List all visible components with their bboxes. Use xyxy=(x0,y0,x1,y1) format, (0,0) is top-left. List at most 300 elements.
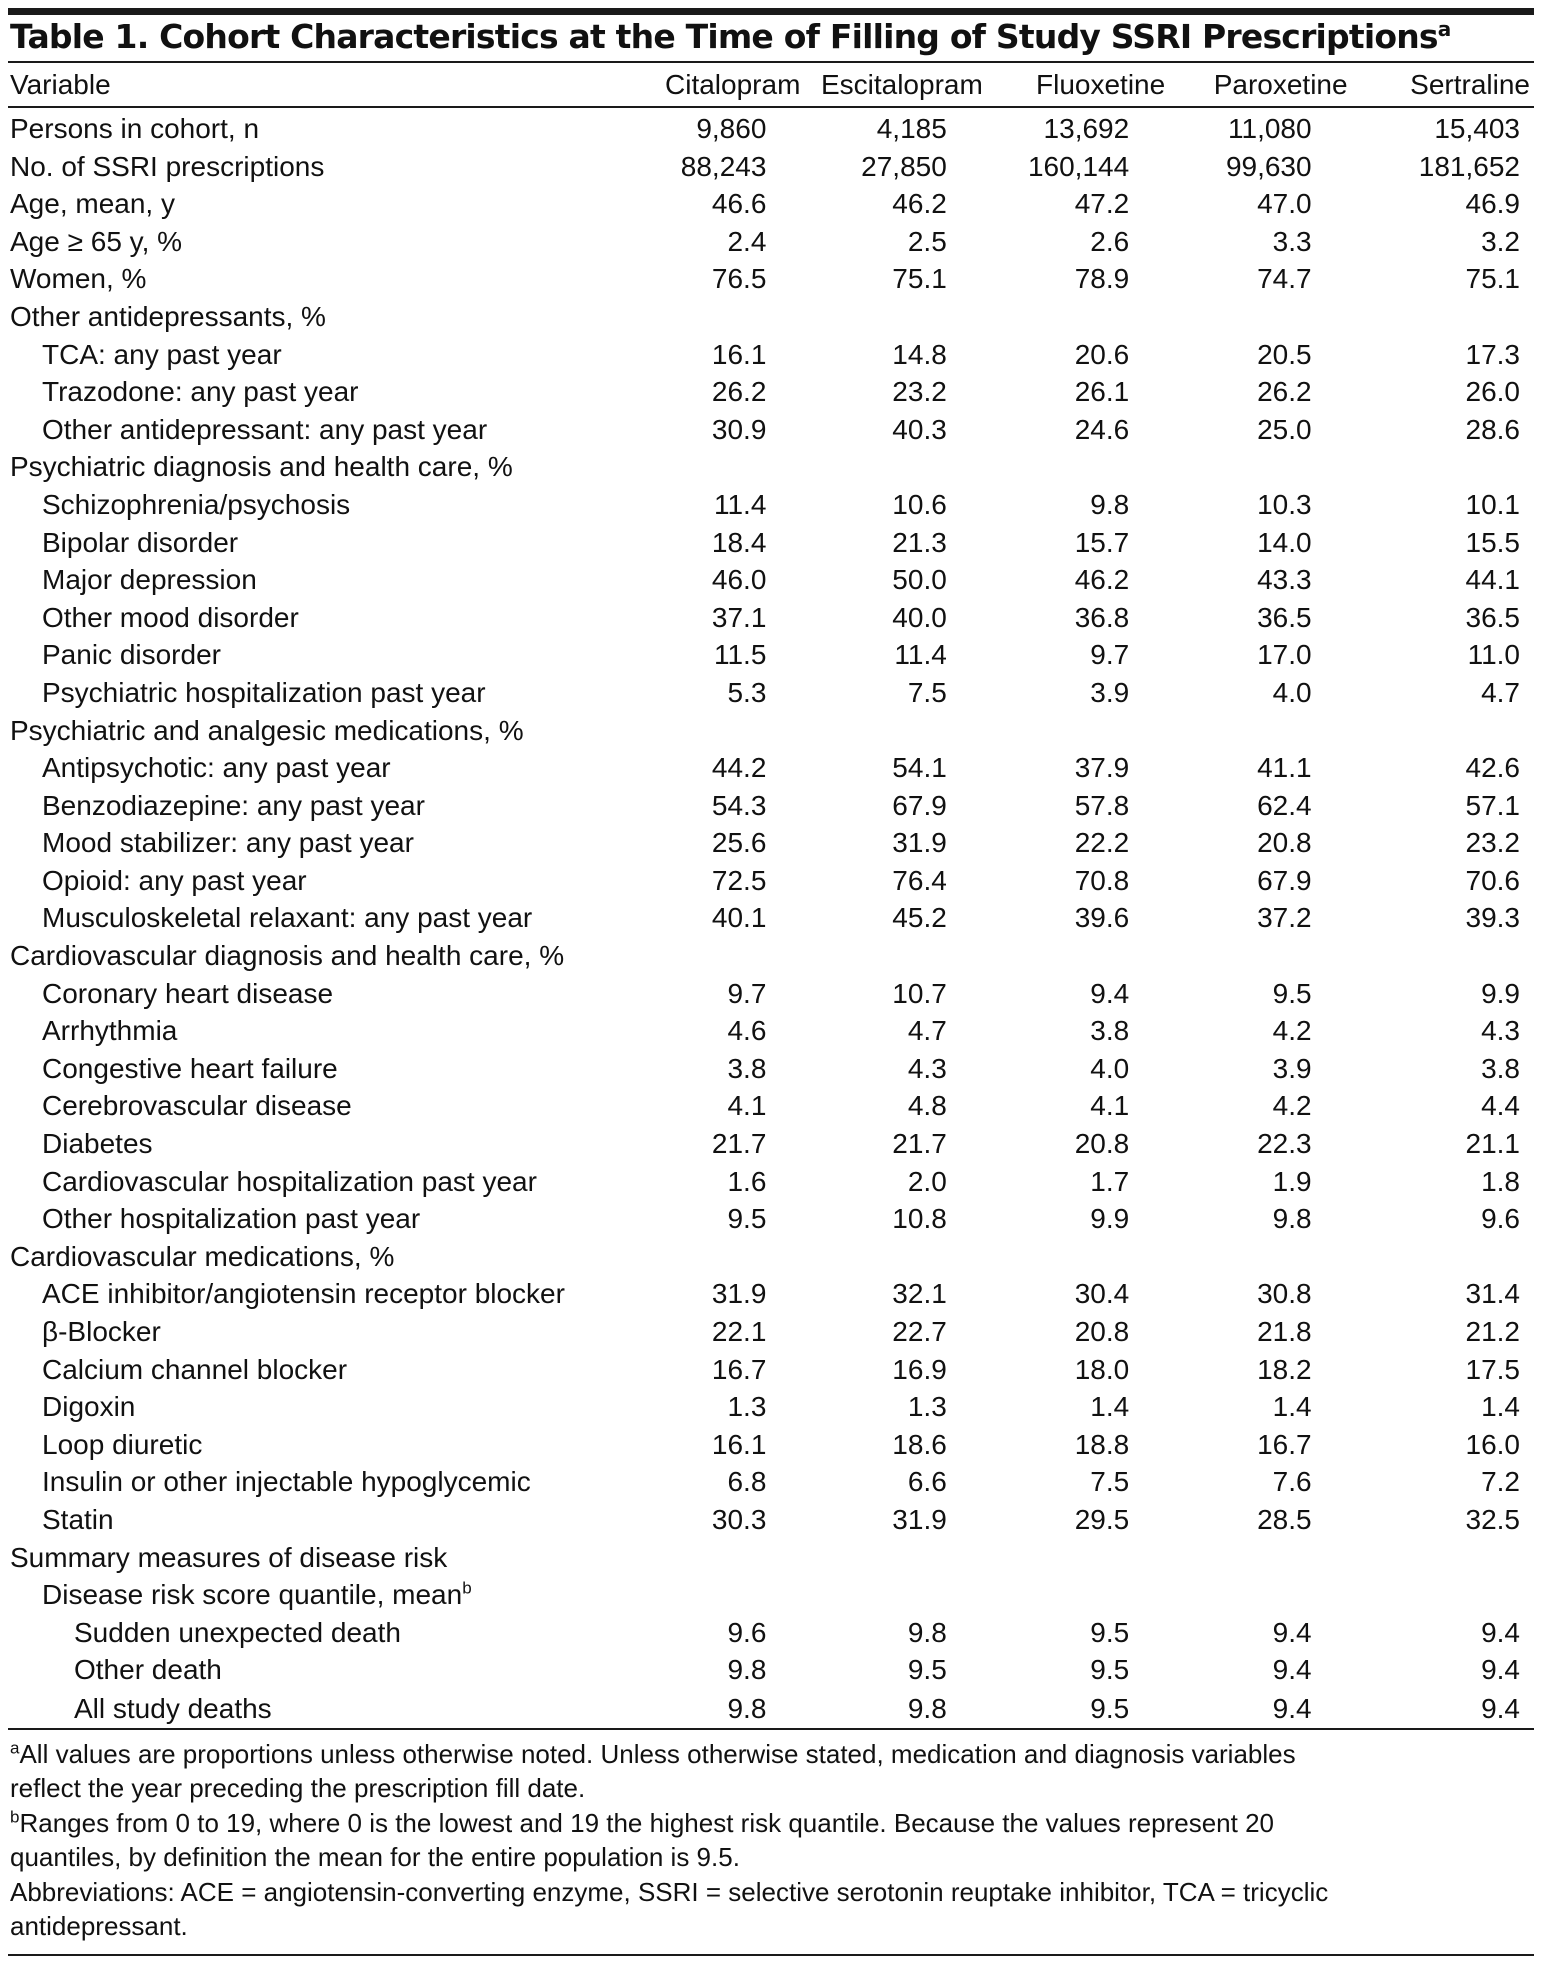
cell-value: 4.8 xyxy=(907,1090,947,1122)
cell-value: 30.3 xyxy=(711,1503,767,1535)
row-label-text: Other antidepressants, % xyxy=(10,300,326,332)
cell-escitalopram xyxy=(804,824,986,862)
row-label xyxy=(8,411,622,449)
cell-sertraline xyxy=(1352,1463,1534,1501)
row-label-text: Sudden unexpected death xyxy=(74,1616,401,1648)
row-label-text: Bipolar disorder xyxy=(42,526,239,558)
row-label xyxy=(8,1125,622,1163)
cell-sertraline xyxy=(1352,448,1534,486)
cell-sertraline xyxy=(1352,1539,1534,1577)
cell-fluoxetine xyxy=(987,674,1169,712)
cell-sertraline xyxy=(1352,636,1534,674)
row-label-text: Antipsychotic: any past year xyxy=(42,752,391,784)
cell-sertraline xyxy=(1352,1050,1534,1088)
column-header-label: Sertraline xyxy=(1410,69,1530,100)
cell-escitalopram xyxy=(804,336,986,374)
cell-escitalopram xyxy=(804,260,986,298)
cell-value: 27,850 xyxy=(861,150,947,182)
cell-value: 28.5 xyxy=(1257,1503,1312,1535)
footnote-line xyxy=(10,1806,1534,1841)
table-figure xyxy=(8,8,1534,1956)
table-row xyxy=(8,1050,1534,1088)
cell-paroxetine xyxy=(1169,107,1351,148)
cell-escitalopram xyxy=(804,1313,986,1351)
row-label xyxy=(8,1576,622,1614)
row-label-text: Opioid: any past year xyxy=(42,864,307,896)
cell-value: 54.1 xyxy=(892,752,947,784)
cell-value: 4.3 xyxy=(907,1052,947,1084)
cell-value: 9.7 xyxy=(727,977,767,1009)
cell-sertraline xyxy=(1352,486,1534,524)
cell-escitalopram xyxy=(804,298,986,336)
row-label-text: Major depression xyxy=(42,564,257,596)
cell-paroxetine xyxy=(1169,1351,1351,1389)
table-row xyxy=(8,561,1534,599)
row-label-text: Age ≥ 65 y, % xyxy=(10,225,183,257)
cell-fluoxetine xyxy=(987,636,1169,674)
cell-sertraline xyxy=(1352,1426,1534,1464)
table-row xyxy=(8,1200,1534,1238)
table-row xyxy=(8,486,1534,524)
cell-sertraline xyxy=(1352,712,1534,750)
row-label xyxy=(8,787,622,825)
cell-sertraline xyxy=(1352,298,1534,336)
cell-escitalopram xyxy=(804,223,986,261)
cell-value: 9.4 xyxy=(1272,1616,1312,1648)
cell-paroxetine xyxy=(1169,411,1351,449)
cell-value: 17.0 xyxy=(1257,639,1312,671)
header-row xyxy=(8,63,1534,107)
cell-value: 4.1 xyxy=(727,1090,767,1122)
cell-value: 26.1 xyxy=(1074,376,1130,408)
cell-fluoxetine xyxy=(987,1087,1169,1125)
cell-fluoxetine xyxy=(987,899,1169,937)
cell-fluoxetine xyxy=(987,1125,1169,1163)
cell-escitalopram xyxy=(804,712,986,750)
row-label-text: Psychiatric and analgesic medications, % xyxy=(10,714,524,746)
cell-value: 9.4 xyxy=(1090,977,1130,1009)
column-header-variable: Variable xyxy=(8,63,622,107)
cell-paroxetine xyxy=(1169,1313,1351,1351)
cell-sertraline xyxy=(1352,975,1534,1013)
cell-value: 31.4 xyxy=(1465,1278,1520,1310)
cell-fluoxetine xyxy=(987,561,1169,599)
cell-value: 20.5 xyxy=(1257,338,1312,370)
cell-value: 88,243 xyxy=(680,150,767,182)
cell-fluoxetine xyxy=(987,1426,1169,1464)
cell-value: 22.3 xyxy=(1257,1128,1312,1160)
cell-value: 18.0 xyxy=(1074,1353,1130,1385)
table-row xyxy=(8,674,1534,712)
cell-escitalopram xyxy=(804,1576,986,1614)
row-label xyxy=(8,1351,622,1389)
cell-escitalopram xyxy=(804,1087,986,1125)
footnote-line xyxy=(10,1875,1534,1910)
cell-value: 39.6 xyxy=(1074,902,1130,934)
cell-paroxetine xyxy=(1169,185,1351,223)
cell-citalopram xyxy=(622,524,804,562)
cell-value: 46.9 xyxy=(1465,188,1520,220)
cell-fluoxetine xyxy=(987,1388,1169,1426)
row-label xyxy=(8,1050,622,1088)
cell-value: 9.8 xyxy=(907,1692,947,1724)
row-label-text: Other antidepressant: any past year xyxy=(42,413,488,445)
cell-value: 3.8 xyxy=(1481,1052,1520,1084)
cell-value: 17.5 xyxy=(1465,1353,1520,1385)
row-label-text: Loop diuretic xyxy=(42,1428,203,1460)
cell-value: 4.2 xyxy=(1272,1090,1312,1122)
cell-paroxetine xyxy=(1169,298,1351,336)
cell-escitalopram xyxy=(804,975,986,1013)
cell-citalopram xyxy=(622,1501,804,1539)
cell-value: 3.8 xyxy=(727,1052,767,1084)
cell-value: 6.6 xyxy=(907,1466,947,1498)
cell-value: 15.7 xyxy=(1074,526,1130,558)
cell-value: 67.9 xyxy=(1257,864,1312,896)
row-label-text: Schizophrenia/psychosis xyxy=(42,488,351,520)
row-label xyxy=(8,1539,622,1577)
footnote-text: quantiles, by definition the mean for the entire population is 9.5. xyxy=(10,1842,740,1873)
cell-escitalopram xyxy=(804,1388,986,1426)
cell-value: 47.0 xyxy=(1257,188,1312,220)
cell-fluoxetine xyxy=(987,1275,1169,1313)
cell-sertraline xyxy=(1352,937,1534,975)
cell-sertraline xyxy=(1352,599,1534,637)
cell-escitalopram xyxy=(804,1614,986,1652)
cell-sertraline xyxy=(1352,223,1534,261)
cell-paroxetine xyxy=(1169,1125,1351,1163)
cell-value: 2.5 xyxy=(907,225,947,257)
row-label xyxy=(8,223,622,261)
row-label-text: Summary measures of disease risk xyxy=(10,1541,448,1573)
cell-value: 20.8 xyxy=(1257,827,1312,859)
footnote-b xyxy=(10,1806,1534,1875)
cell-sertraline xyxy=(1352,1351,1534,1389)
cell-value: 30.8 xyxy=(1257,1278,1312,1310)
cell-value: 6.8 xyxy=(727,1466,767,1498)
table-row xyxy=(8,223,1534,261)
cell-sertraline xyxy=(1352,1087,1534,1125)
cell-citalopram xyxy=(622,1614,804,1652)
cell-value: 9.5 xyxy=(727,1203,767,1235)
cell-value: 4.3 xyxy=(1481,1015,1520,1047)
table-row xyxy=(8,1426,1534,1464)
cell-escitalopram xyxy=(804,1275,986,1313)
cell-value: 25.0 xyxy=(1257,413,1312,445)
cell-value: 99,630 xyxy=(1225,150,1312,182)
cell-paroxetine xyxy=(1169,787,1351,825)
row-label-text: TCA: any past year xyxy=(42,338,282,370)
cell-value: 31.9 xyxy=(711,1278,767,1310)
cell-value: 14.8 xyxy=(892,338,947,370)
footnote-text: All values are proportions unless otherwise noted. Unless otherwise stated, medication and diagnosis variables xyxy=(19,1738,1296,1769)
cell-value: 9.6 xyxy=(1481,1203,1520,1235)
cell-value: 9.4 xyxy=(1272,1692,1312,1724)
table-row xyxy=(8,1689,1534,1729)
cell-fluoxetine xyxy=(987,1576,1169,1614)
cell-value: 30.4 xyxy=(1074,1278,1130,1310)
cell-value: 22.7 xyxy=(892,1316,947,1347)
cell-value: 70.8 xyxy=(1074,864,1130,896)
cell-sertraline xyxy=(1352,899,1534,937)
cell-value: 32.1 xyxy=(892,1278,947,1310)
cell-fluoxetine xyxy=(987,824,1169,862)
row-label xyxy=(8,824,622,862)
table-row xyxy=(8,1087,1534,1125)
cell-paroxetine xyxy=(1169,1012,1351,1050)
cell-escitalopram xyxy=(804,862,986,900)
cell-citalopram xyxy=(622,1313,804,1351)
cell-sertraline xyxy=(1352,260,1534,298)
cell-fluoxetine xyxy=(987,411,1169,449)
row-label xyxy=(8,561,622,599)
cell-sertraline xyxy=(1352,336,1534,374)
table-row xyxy=(8,1614,1534,1652)
cell-value: 41.1 xyxy=(1257,752,1312,784)
cell-escitalopram xyxy=(804,899,986,937)
row-label xyxy=(8,1501,622,1539)
row-label xyxy=(8,524,622,562)
cell-value: 47.2 xyxy=(1074,188,1130,220)
cell-citalopram xyxy=(622,787,804,825)
cell-sertraline xyxy=(1352,824,1534,862)
section-header-row xyxy=(8,712,1534,750)
cell-value: 18.8 xyxy=(1074,1428,1130,1460)
cell-value: 44.2 xyxy=(711,752,767,784)
cell-value: 3.3 xyxy=(1272,225,1312,257)
table-row xyxy=(8,862,1534,900)
cell-escitalopram xyxy=(804,448,986,486)
column-header-label: Fluoxetine xyxy=(1036,69,1166,100)
cell-escitalopram xyxy=(804,148,986,186)
cell-value: 15,403 xyxy=(1434,113,1520,144)
cell-value: 11.5 xyxy=(713,639,767,671)
row-label-text: No. of SSRI prescriptions xyxy=(10,150,325,182)
cell-value: 76.4 xyxy=(892,864,947,896)
cell-paroxetine xyxy=(1169,148,1351,186)
row-label xyxy=(8,260,622,298)
cell-fluoxetine xyxy=(987,749,1169,787)
cell-paroxetine xyxy=(1169,1651,1351,1689)
cell-value: 1.6 xyxy=(727,1165,767,1197)
row-label-text: Other hospitalization past year xyxy=(42,1203,421,1235)
cell-value: 1.4 xyxy=(1090,1391,1130,1423)
cell-value: 1.8 xyxy=(1481,1165,1520,1197)
cell-escitalopram xyxy=(804,599,986,637)
table-row xyxy=(8,107,1534,148)
row-label-text: Musculoskeletal relaxant: any past year xyxy=(42,902,533,934)
cell-sertraline xyxy=(1352,411,1534,449)
cell-value: 22.1 xyxy=(711,1316,767,1347)
cell-paroxetine xyxy=(1169,1501,1351,1539)
table-row xyxy=(8,1651,1534,1689)
row-label-text: Cardiovascular diagnosis and health care, % xyxy=(10,940,565,972)
row-label xyxy=(8,1463,622,1501)
cell-value: 46.6 xyxy=(711,188,767,220)
cell-escitalopram xyxy=(804,561,986,599)
cell-citalopram xyxy=(622,1200,804,1238)
row-label-text: Trazodone: any past year xyxy=(42,376,359,408)
cell-sertraline xyxy=(1352,1388,1534,1426)
cell-fluoxetine xyxy=(987,787,1169,825)
cell-value: 9.8 xyxy=(1272,1203,1312,1235)
column-header-label: Paroxetine xyxy=(1213,69,1348,100)
cell-value: 24.6 xyxy=(1074,413,1130,445)
cell-paroxetine xyxy=(1169,1388,1351,1426)
cell-fluoxetine xyxy=(987,1614,1169,1652)
cell-value: 36.8 xyxy=(1074,601,1130,633)
footnotes xyxy=(8,1737,1534,1944)
cell-value: 44.1 xyxy=(1465,564,1520,596)
cell-value: 26.2 xyxy=(1257,376,1312,408)
table-row xyxy=(8,1463,1534,1501)
cell-citalopram xyxy=(622,411,804,449)
cell-paroxetine xyxy=(1169,486,1351,524)
cell-value: 37.9 xyxy=(1074,752,1130,784)
cell-value: 1.9 xyxy=(1272,1165,1312,1197)
cell-sertraline xyxy=(1352,1125,1534,1163)
cell-value: 9.8 xyxy=(727,1654,767,1686)
cell-value: 16.7 xyxy=(1257,1428,1312,1460)
row-label xyxy=(8,599,622,637)
cell-value: 26.2 xyxy=(711,376,767,408)
footnote-text: Abbreviations: ACE = angiotensin-converting enzyme, SSRI = selective serotonin reuptake inhibitor, TCA = tricyclic xyxy=(10,1876,1329,1907)
cell-citalopram xyxy=(622,1163,804,1201)
table-row xyxy=(8,1012,1534,1050)
row-label xyxy=(8,1313,622,1351)
table-row xyxy=(8,1388,1534,1426)
column-header-fluoxetine xyxy=(987,63,1169,107)
cell-fluoxetine xyxy=(987,260,1169,298)
cell-value: 9.9 xyxy=(1090,1203,1130,1235)
cell-fluoxetine xyxy=(987,148,1169,186)
footnote-mark: a xyxy=(10,1738,20,1758)
footnote-text: Ranges from 0 to 19, where 0 is the lowest and 19 the highest risk quantile. Because the values represent 20 xyxy=(19,1807,1274,1838)
cell-escitalopram xyxy=(804,1463,986,1501)
cell-value: 46.2 xyxy=(1074,564,1130,596)
row-label-text: Congestive heart failure xyxy=(42,1052,338,1084)
cell-value: 39.3 xyxy=(1465,902,1520,934)
cell-value: 10.6 xyxy=(892,488,947,520)
cell-fluoxetine xyxy=(987,1689,1169,1729)
table-row xyxy=(8,899,1534,937)
cell-value: 16.7 xyxy=(711,1353,767,1385)
column-header-label: Citalopram xyxy=(665,69,801,100)
row-label xyxy=(8,862,622,900)
cell-value: 10.1 xyxy=(1465,488,1520,520)
cell-citalopram xyxy=(622,1426,804,1464)
row-label-text: Arrhythmia xyxy=(42,1015,178,1047)
row-label-text: Cerebrovascular disease xyxy=(42,1090,352,1122)
cell-escitalopram xyxy=(804,411,986,449)
table-row xyxy=(8,749,1534,787)
cell-escitalopram xyxy=(804,1539,986,1577)
footnote-line xyxy=(10,1737,1534,1772)
row-label xyxy=(8,448,622,486)
cell-value: 22.2 xyxy=(1074,827,1130,859)
cell-value: 9.9 xyxy=(1481,977,1520,1009)
row-label-text: Panic disorder xyxy=(42,639,221,671)
cell-citalopram xyxy=(622,298,804,336)
cell-value: 75.1 xyxy=(1465,263,1520,295)
cell-value: 57.1 xyxy=(1465,789,1520,821)
cell-paroxetine xyxy=(1169,674,1351,712)
cell-paroxetine xyxy=(1169,1539,1351,1577)
cell-paroxetine xyxy=(1169,524,1351,562)
row-label xyxy=(8,107,622,148)
cell-citalopram xyxy=(622,486,804,524)
table-title xyxy=(8,15,1534,61)
cell-fluoxetine xyxy=(987,1238,1169,1276)
cell-sertraline xyxy=(1352,862,1534,900)
cell-value: 50.0 xyxy=(892,564,947,596)
row-label xyxy=(8,674,622,712)
cell-value: 28.6 xyxy=(1465,413,1520,445)
cell-value: 2.6 xyxy=(1090,225,1130,257)
footnote-text: reflect the year preceding the prescription fill date. xyxy=(10,1773,586,1804)
cell-value: 10.7 xyxy=(892,977,947,1009)
table-row xyxy=(8,148,1534,186)
bottom-rule xyxy=(8,1954,1534,1956)
cell-paroxetine xyxy=(1169,1238,1351,1276)
cell-paroxetine xyxy=(1169,1163,1351,1201)
table-row xyxy=(8,1163,1534,1201)
cell-citalopram xyxy=(622,1539,804,1577)
top-rule xyxy=(8,8,1534,15)
footnote-line xyxy=(10,1909,1534,1944)
cell-paroxetine xyxy=(1169,373,1351,411)
cell-value: 21.7 xyxy=(711,1128,767,1160)
column-header-citalopram xyxy=(622,63,804,107)
cell-value: 4.0 xyxy=(1272,676,1312,708)
section-header-row xyxy=(8,298,1534,336)
row-label xyxy=(8,298,622,336)
cell-value: 11.0 xyxy=(1467,639,1520,671)
cell-citalopram xyxy=(622,561,804,599)
row-label-text: ACE inhibitor/angiotensin receptor blocker xyxy=(42,1278,565,1310)
row-label xyxy=(8,185,622,223)
row-label xyxy=(8,1087,622,1125)
cell-paroxetine xyxy=(1169,636,1351,674)
cell-citalopram xyxy=(622,185,804,223)
cell-value: 1.3 xyxy=(907,1391,947,1423)
row-label-text: Calcium channel blocker xyxy=(42,1353,348,1385)
cell-value: 11.4 xyxy=(894,639,947,671)
cell-citalopram xyxy=(622,1576,804,1614)
row-label-text: Coronary heart disease xyxy=(42,977,334,1009)
row-label xyxy=(8,486,622,524)
cell-value: 15.5 xyxy=(1465,526,1520,558)
table-row xyxy=(8,411,1534,449)
table-body xyxy=(8,107,1534,1729)
footnote-text: antidepressant. xyxy=(10,1911,188,1942)
cell-value: 62.4 xyxy=(1257,789,1312,821)
row-label xyxy=(8,1238,622,1276)
cell-value: 18.4 xyxy=(711,526,767,558)
cell-value: 16.1 xyxy=(711,1428,767,1460)
cell-citalopram xyxy=(622,636,804,674)
cell-value: 17.3 xyxy=(1465,338,1520,370)
cell-citalopram xyxy=(622,824,804,862)
section-header-row xyxy=(8,937,1534,975)
cell-paroxetine xyxy=(1169,1275,1351,1313)
cell-paroxetine xyxy=(1169,1087,1351,1125)
cell-citalopram xyxy=(622,1050,804,1088)
cell-fluoxetine xyxy=(987,1539,1169,1577)
cell-value: 23.2 xyxy=(892,376,947,408)
cell-sertraline xyxy=(1352,185,1534,223)
cell-value: 74.7 xyxy=(1257,263,1312,295)
